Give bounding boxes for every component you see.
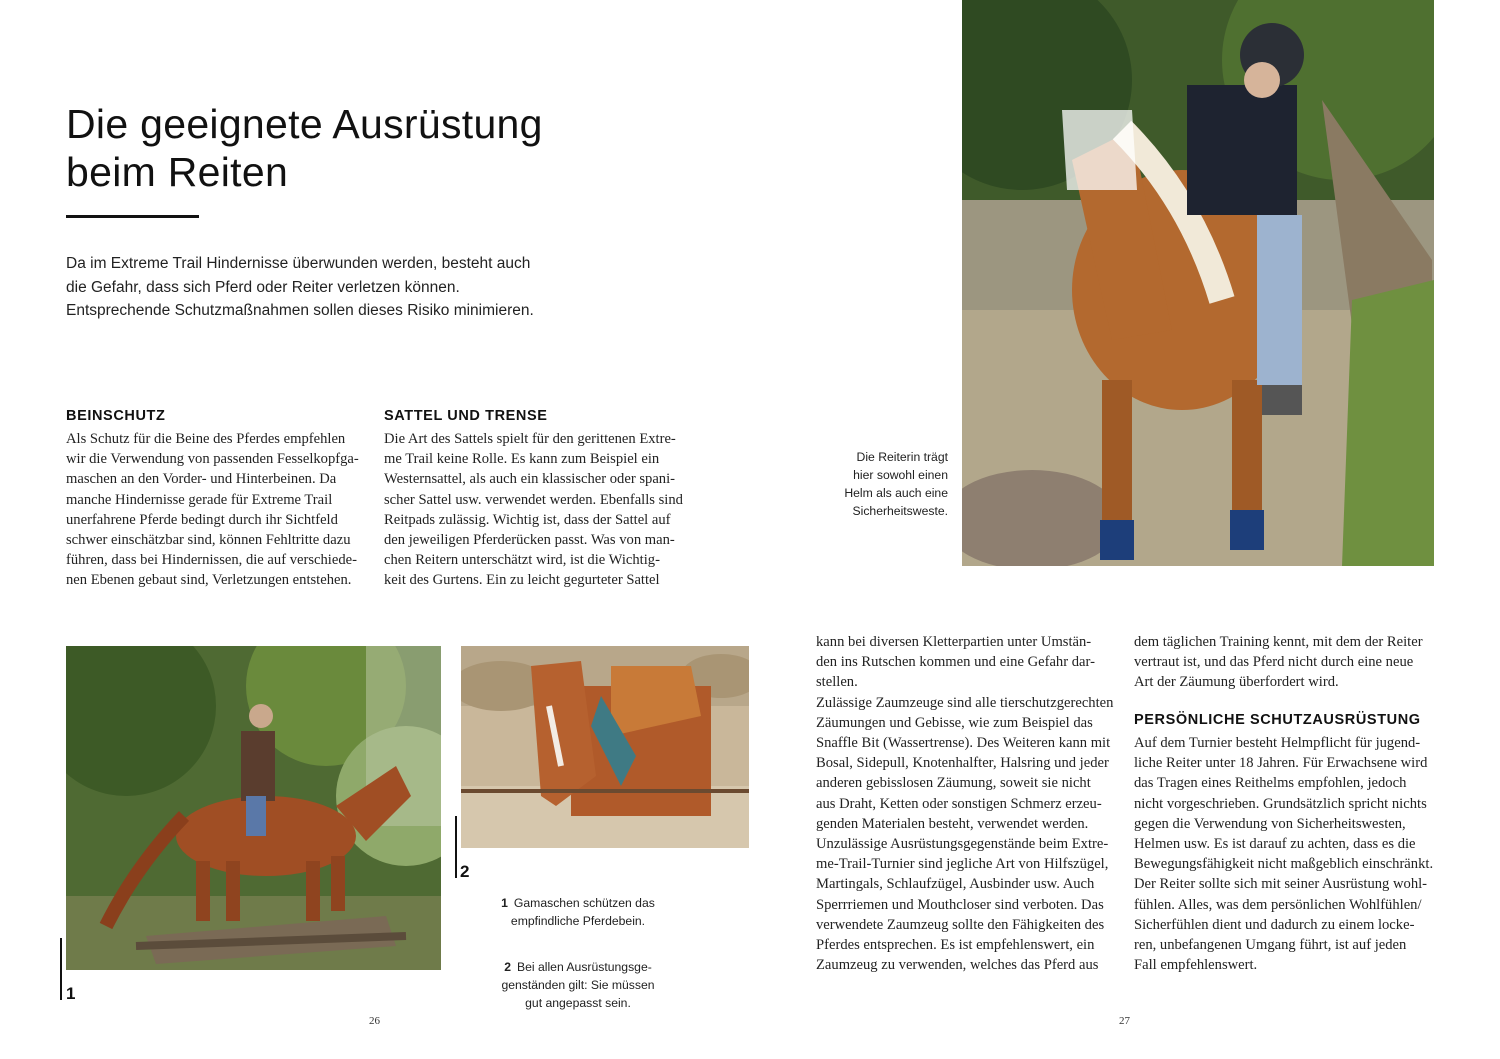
section-sattel	[384, 406, 699, 591]
photo-rider-with-helmet	[962, 0, 1434, 566]
photo-horse-climbing-log	[66, 646, 441, 970]
title-line-1: Die geeignete Ausrüstung	[66, 101, 543, 147]
sattel-heading: SATTEL UND TRENSE	[384, 408, 548, 424]
section-schutz	[1134, 710, 1454, 975]
page-title	[66, 100, 626, 196]
title-line-2: beim Reiten	[66, 149, 289, 195]
figure-caption-list	[478, 876, 678, 1012]
beinschutz-heading: BEINSCHUTZ	[66, 408, 166, 424]
intro-paragraph: Da im Extreme Trail Hindernisse überwunden werden, besteht auch die Gefahr, dass sich Pferd oder Reiter verletzen können. Entsprechende Schutzmaßnahmen sollen dieses Risiko minimieren.	[66, 255, 534, 319]
page-number-right: 27	[1119, 1015, 1130, 1027]
caption-item-2-number: 2	[504, 960, 511, 974]
section-beinschutz	[66, 406, 366, 591]
training-text: dem täglichen Training kennt, mit dem der Reiter vertraut ist, und das Pferd nicht durch eine neue Art der Zäumung überfordert wird.	[1134, 634, 1423, 691]
sattel-text: Die Art des Sattels spielt für den gerittenen Extre- me Trail keine Rolle. Es kann zum Beispiel ein Westernsattel, als auch ein klassischer oder spani- scher Sattel usw. verwendet werden. Ebenfalls sind Reitpads zulässig. Wichtig ist, dass der Sattel auf den jeweiligen Pferderücken passt. Was von man- chen Reitern unterschätzt wird, ist die Wichtig- keit des Gurtens. Ein zu leicht gegurteter Sattel	[384, 431, 683, 589]
caption-item-1-text: Gamaschen schützen das empfindliche Pferdebein.	[510, 896, 655, 928]
page-number-left: 26	[369, 1015, 380, 1027]
figure-2-marker-line	[455, 816, 457, 878]
continuation-text: kann bei diversen Kletterpartien unter Umstän- den ins Rutschen kommen und eine Gefahr dar- stellen. Zulässige Zaumzeuge sind alle tierschutzgerechten Zäumungen und Gebisse, wie zum Beispiel das Snaffle Bit (Wassertrense). Des Weiteren kann mit Bosal, Sidepull, Knotenhalfter, Halsring und jeder anderen gebisslosen Zäumung, soweit sie nicht aus Draht, Ketten oder sonstigen Schmerz erzeu- genden Materialen besteht, verwendet werden. Unzulässige Ausrüstungsgegenstände beim Extre- me-Trail-Turnier sind jegliche Art von Hilfszügel, Martingals, Schlaufzügel, Ausbinder usw. Auch Sperrriemen und Mouthcloser sind verboten. Das verwendete Zaumzeug sollte den Fähigkeiten des Pferdes entsprechen. Es ist empfehlenswert, ein Zaumzeug zu verwenden, welches das Pferd aus	[816, 634, 1114, 974]
photo-horse-with-saddle	[461, 646, 749, 848]
figure-2-number: 2	[460, 862, 470, 881]
main-photo-caption: Die Reiterin trägt hier sowohl einen Helm als auch eine Sicherheitsweste.	[844, 450, 948, 518]
caption-item-1-number: 1	[501, 896, 508, 910]
figure-1-number: 1	[66, 984, 76, 1003]
caption-item-2-text: Bei allen Ausrüstungsge- genständen gilt: Sie müssen gut angepasst sein.	[501, 960, 655, 1010]
title-rule	[66, 215, 199, 218]
beinschutz-text: Als Schutz für die Beine des Pferdes empfehlen wir die Verwendung von passenden Fesselkopfga- maschen an den Vorder- und Hinterbeinen. Da manche Hindernisse gerade für Extreme Trail unerfahrene Pferde bedingt durch ihr Sichtfeld schwer einschätzbar sind, können Fehltritte dazu führen, dass bei Hindernissen, die auf verschiede- nen Ebenen gebaut sind, Verletzungen entstehen.	[66, 431, 359, 589]
figure-1-marker-line	[60, 938, 62, 1000]
schutz-heading: PERSÖNLICHE SCHUTZAUSRÜSTUNG	[1134, 712, 1421, 728]
caption-item-2	[478, 940, 678, 1012]
caption-item-1	[478, 876, 678, 930]
schutz-text: Auf dem Turnier besteht Helmpflicht für jugend- liche Reiter unter 18 Jahren. Für Erwachsene wird das Tragen eines Reithelms empfohlen, jedoch nicht vorgeschrieben. Grundsätzlich spricht nichts gegen die Verwendung von Sicherheitswesten, Helmen usw. Es ist darauf zu achten, dass es die Bewegungsfähigkeit nicht maßgeblich einschränkt. Der Reiter sollte sich mit seiner Ausrüstung wohl- fühlen. Alles, was dem persönlichen Wohlfühlen/ Sicherfühlen dient und dadurch zu einem locke- ren, unbefangenen Umgang führt, ist auf jeden Fall empfehlenswert.	[1134, 735, 1434, 974]
